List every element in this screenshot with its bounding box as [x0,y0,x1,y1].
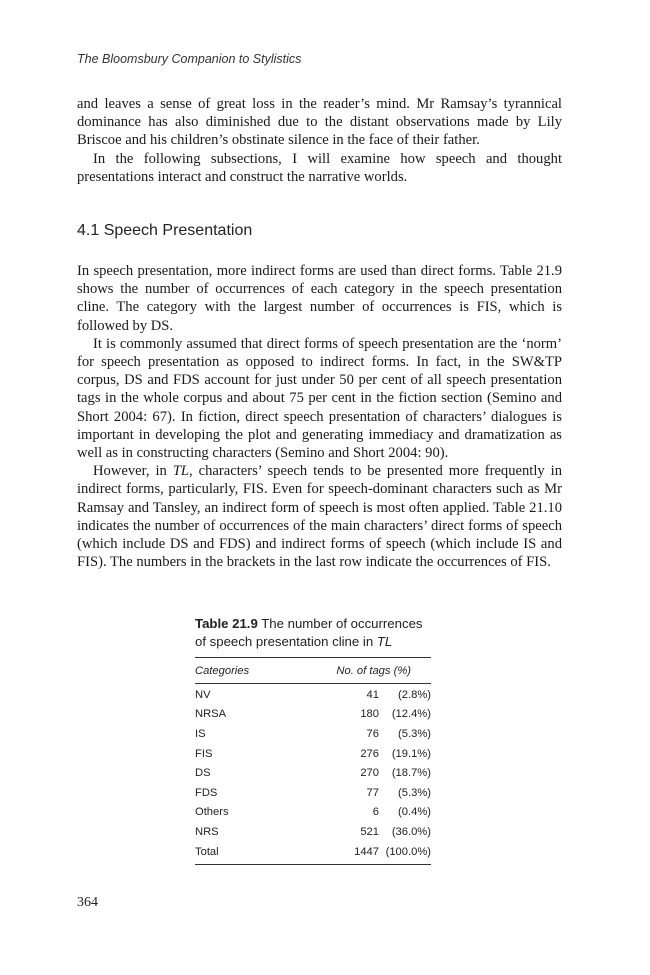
table-cell-count-value: 6 [372,806,379,819]
table-cell-count [351,806,431,818]
paragraph: In speech presentation, more indirect forms are used than direct forms. Table 21.9 shows the number of occurrences of each category in the speech presentation cline. The category with the largest number of occurrences is FIS, which is followed by DS. [77,263,562,334]
table-cell-count-value: 180 [360,708,379,721]
section-text [77,262,562,571]
table-row [195,724,431,744]
table-row [195,685,431,705]
table-cell-percent: (18.7%) [391,767,431,780]
table-cell-category: NRSA [195,708,227,721]
column-header-count: No. of tags (%) [336,664,411,677]
table-cell-category: FDS [195,786,218,799]
paragraph-text: , characters’ speech tends to be presented more frequently in indirect forms, particularly, FIS. Even for speech-dominant characters such as Mr Ramsay and Tansley, an indirect form of speech is most often applied. Table 21.10 indicates the number of occurrences of the main characters’ direct forms of speech (which include DS and FDS) and indirect forms of speech (which include IS and FIS). The numbers in the brackets in the last row indicate the occurrences of FIS. [77,463,563,571]
table-header-row [195,658,431,683]
table-row [195,783,431,803]
table-row [195,705,431,725]
table-cell-count [351,748,431,760]
table-cell-percent: (100.0%) [385,845,431,858]
table-cell-percent: (36.0%) [391,825,431,838]
table-row [195,744,431,764]
table-row [195,842,431,862]
paragraph: In the following subsections, I will examine how speech and thought presentations interact and construct the narrative worlds. [77,150,562,185]
table-caption [195,615,431,650]
table-cell-category: Total [195,845,219,858]
table-bottom-rule [195,864,431,865]
table-cell-percent: (5.3%) [398,786,431,799]
table-cell-category: IS [195,727,206,740]
paragraph [77,462,562,571]
running-header: The Bloomsbury Companion to Stylistics [77,52,302,66]
table-cell-category: FIS [195,747,213,760]
italic-title: TL [172,463,190,480]
table-row [195,803,431,823]
table-cell-count [351,689,431,701]
table-cell-count-value: 270 [360,767,379,780]
table-row [195,763,431,783]
table-cell-percent: (5.3%) [398,727,431,740]
table-cell-percent: (0.4%) [398,806,431,819]
table-caption-italic: TL [376,633,393,649]
table-cell-count [351,728,431,740]
table-cell-count-value: 41 [366,688,379,701]
table-cell-percent: (12.4%) [391,708,431,721]
paragraph: It is commonly assumed that direct forms of speech presentation are the ‘norm’ for speech presentation as opposed to indirect forms. In fact, in the SW&TP corpus, DS and FDS account for just under 50 per cent of all speech presentation tags in the whole corpus and about 75 per cent in the fiction section (Semino and Short 2004: 67). In fiction, direct speech presentation of characters’ dialogues is important in developing the plot and generating immediacy and dramatization as well as in constructing characters (Semino and Short 2004: 90). [77,335,562,462]
table-row [195,822,431,842]
table-cell-count-value: 276 [360,747,379,760]
table-cell-percent: (19.1%) [391,747,431,760]
paragraph-text: However, in [93,463,173,480]
table-cell-percent: (2.8%) [398,688,431,701]
table-cell-category: Others [195,806,229,819]
table-21-9 [195,615,431,865]
table-cell-category: DS [195,767,211,780]
table-cell-count-value: 77 [366,786,379,799]
table-cell-category: NV [195,688,211,701]
table-cell-count-value: 1447 [354,845,379,858]
section-heading: 4.1 Speech Presentation [77,222,253,239]
table-cell-count [351,767,431,779]
page-number: 364 [77,895,98,910]
paragraph: and leaves a sense of great loss in the reader’s mind. Mr Ramsay’s tyrannical dominance has also diminished due to the distant observations made by Lily Briscoe and his children’s obstinate silence in the face of their father. [77,96,562,149]
column-header-categories: Categories [195,664,250,677]
table-cell-count [351,708,431,720]
table-cell-count-value: 76 [366,727,379,740]
table-body [195,684,431,864]
table-cell-count [351,826,431,838]
table-cell-count [351,787,431,799]
intro-text [77,95,562,186]
table-caption-text: The number of occurrences of speech presentation cline in [195,616,423,649]
table-cell-category: NRS [195,825,219,838]
table-cell-count [351,846,431,858]
table-label: Table 21.9 [195,616,258,631]
table-cell-count-value: 521 [360,825,379,838]
